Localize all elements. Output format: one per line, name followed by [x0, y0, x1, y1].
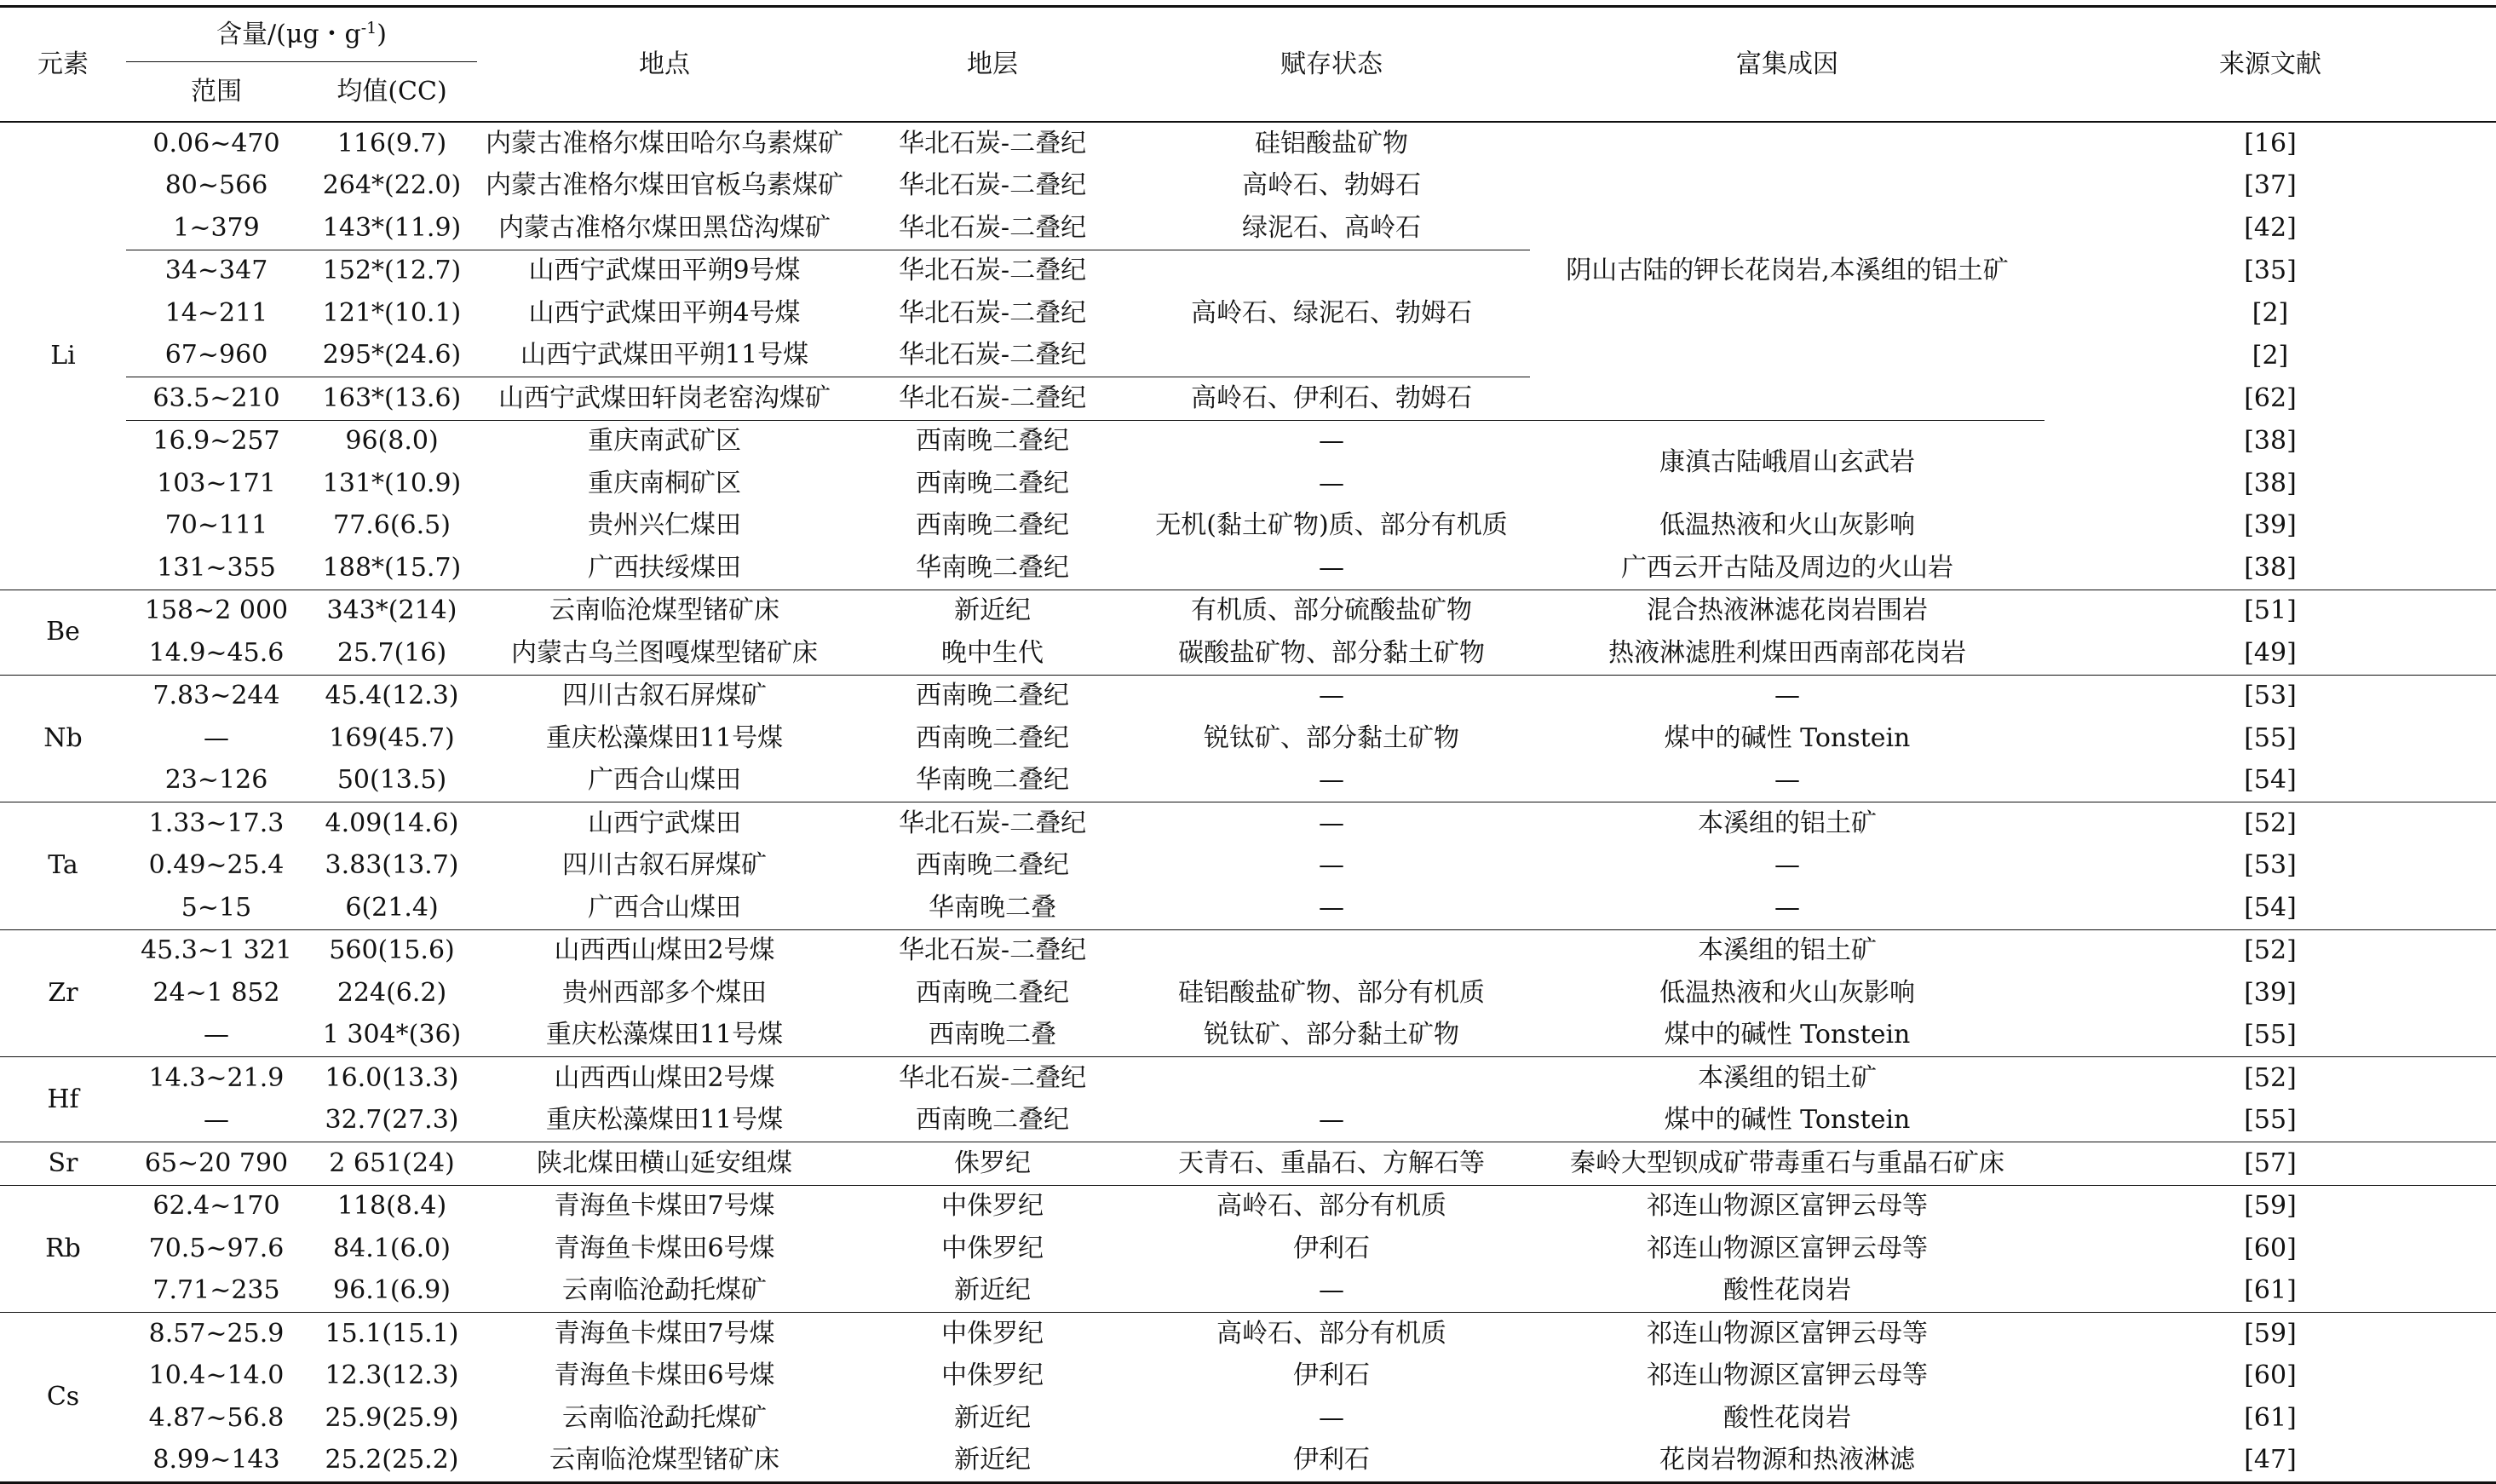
reference-cell: [38] [2045, 547, 2496, 590]
occurrence-cell: 高岭石、部分有机质 [1216, 1318, 1447, 1349]
range-cell: — [126, 1100, 307, 1142]
range-cell: 65~20 790 [126, 1142, 307, 1186]
mean-cell: 1 304*(36) [307, 1015, 477, 1057]
cause-cell: 热液淋滤胜利煤田西南部花岗岩 [1530, 632, 2045, 675]
stratum-cell: 华北石炭-二叠纪 [898, 256, 1087, 286]
range-cell: — [204, 722, 229, 753]
stratum-cell: 西南晚二叠纪 [916, 850, 1070, 881]
stratum-cell: 华南晚二叠纪 [852, 547, 1133, 590]
occurrence-cell: 无机(黏土矿物)质、部分有机质 [1155, 510, 1508, 541]
mean-cell: 25.9(25.9) [325, 1402, 459, 1433]
cause-cell: 祁连山物源区富钾云母等 [1647, 1318, 1929, 1349]
cause-cell: — [1530, 760, 2045, 802]
location-cell: 山西宁武煤田平朔11号煤 [477, 335, 852, 377]
stratum-cell: 华北石炭-二叠纪 [852, 207, 1133, 250]
location-cell: 四川古叙石屏煤矿 [562, 681, 768, 711]
element-cell: Cs [0, 1313, 126, 1483]
element-enrichment-table [0, 5, 2496, 1484]
element-cell: Zr [0, 929, 126, 1057]
header-content-label: 含量/(μg・g [216, 20, 361, 49]
mean-cell: 84.1(6.0) [333, 1233, 451, 1263]
mean-cell: 4.09(14.6) [325, 808, 459, 838]
location-cell: 广西合山煤田 [477, 887, 852, 929]
mean-cell: 295*(24.6) [307, 335, 477, 377]
mean-cell: 118(8.4) [336, 1191, 447, 1222]
stratum-cell: 西南晚二叠纪 [916, 510, 1070, 541]
reference-cell: [62] [2244, 383, 2297, 413]
reference-cell: [37] [2244, 170, 2297, 201]
range-cell: 62.4~170 [152, 1191, 280, 1222]
cause-cell: 祁连山物源区富钾云母等 [1647, 1360, 1929, 1391]
reference-cell: [55] [2045, 1015, 2496, 1057]
element-cell: Nb [0, 675, 126, 802]
mean-cell: 264*(22.0) [322, 170, 462, 201]
element-cell: Li [0, 122, 126, 590]
location-cell: 内蒙古乌兰图嘎煤型锗矿床 [477, 632, 852, 675]
mean-cell: 96.1(6.9) [307, 1270, 477, 1313]
mean-cell: 169(45.7) [329, 722, 455, 753]
range-cell: 45.3~1 321 [141, 935, 292, 966]
stratum-cell: 晚中生代 [852, 632, 1133, 675]
location-cell: 重庆南武矿区 [588, 426, 742, 457]
reference-cell: [54] [2045, 760, 2496, 802]
mean-cell: 560(15.6) [329, 935, 455, 966]
occurrence-cell: 锐钛矿、部分黏土矿物 [1133, 1015, 1530, 1057]
range-cell: 8.57~25.9 [148, 1318, 285, 1349]
stratum-cell: 侏罗纪 [852, 1142, 1133, 1186]
reference-cell: [55] [2244, 722, 2297, 753]
range-cell: 10.4~14.0 [148, 1360, 285, 1391]
location-cell: 山西宁武煤田平朔4号煤 [528, 297, 801, 328]
occurrence-cell: — [1319, 468, 1345, 498]
range-cell: 63.5~210 [126, 377, 307, 421]
cause-cell: — [1530, 887, 2045, 929]
occurrence-cell [1133, 1057, 1530, 1100]
range-cell: 5~15 [126, 887, 307, 929]
occurrence-cell: 有机质、部分硫酸盐矿物 [1191, 595, 1473, 626]
range-cell: 0.06~470 [152, 128, 280, 158]
location-cell: 云南临沧勐托煤矿 [562, 1402, 768, 1433]
occurrence-cell: 伊利石 [1133, 1440, 1530, 1483]
stratum-cell: 西南晚二叠纪 [916, 426, 1070, 457]
reference-cell: [57] [2045, 1142, 2496, 1186]
header-reference: 来源文献 [2045, 7, 2496, 123]
reference-cell: [52] [2244, 1062, 2297, 1093]
range-cell: 70.5~97.6 [148, 1233, 285, 1263]
header-content-close: ) [377, 20, 387, 49]
cause-cell: 煤中的碱性 Tonstein [1530, 1015, 2045, 1057]
reference-cell: [59] [2244, 1318, 2297, 1349]
reference-cell: [49] [2045, 632, 2496, 675]
stratum-cell: 新近纪 [852, 1440, 1133, 1483]
range-cell: 16.9~257 [152, 426, 280, 457]
location-cell: 山西宁武煤田平朔9号煤 [528, 256, 801, 286]
cause-cell: 低温热液和火山灰影响 [1659, 977, 1916, 1008]
mean-cell: 188*(15.7) [307, 547, 477, 590]
range-cell: 8.99~143 [126, 1440, 307, 1483]
reference-cell: [52] [2244, 808, 2297, 838]
location-cell: 重庆松藻煤田11号煤 [545, 722, 784, 753]
cause-cell: 祁连山物源区富钾云母等 [1647, 1233, 1929, 1263]
cause-cell: 混合热液淋滤花岗岩围岩 [1647, 595, 1929, 626]
location-cell: 重庆南桐矿区 [588, 468, 742, 498]
occurrence-cell: — [1133, 887, 1530, 929]
occurrence-cell: — [1319, 1402, 1345, 1433]
reference-cell: [54] [2045, 887, 2496, 929]
range-cell: 70~111 [164, 510, 268, 541]
stratum-cell: 中侏罗纪 [941, 1318, 1044, 1349]
range-cell: 103~171 [157, 468, 276, 498]
range-cell: 14.3~21.9 [148, 1062, 285, 1093]
cause-cell: 本溪组的铝土矿 [1698, 935, 1878, 966]
mean-cell: 50(13.5) [307, 760, 477, 802]
mean-cell: 2 651(24) [307, 1142, 477, 1186]
mean-cell: 3.83(13.7) [325, 850, 459, 881]
occurrence-cell: — [1319, 681, 1345, 711]
range-cell: 67~960 [126, 335, 307, 377]
reference-cell: [60] [2244, 1360, 2297, 1391]
stratum-cell: 中侏罗纪 [941, 1360, 1044, 1391]
reference-cell: [53] [2244, 681, 2297, 711]
stratum-cell: 华北石炭-二叠纪 [898, 808, 1087, 838]
location-cell: 广西合山煤田 [477, 760, 852, 802]
location-cell: 陕北煤田横山延安组煤 [477, 1142, 852, 1186]
cause-cell: 本溪组的铝土矿 [1698, 1062, 1878, 1093]
stratum-cell: 华南晚二叠纪 [852, 760, 1133, 802]
range-cell: 7.71~235 [126, 1270, 307, 1313]
stratum-cell: 中侏罗纪 [941, 1233, 1044, 1263]
reference-cell: [39] [2244, 977, 2297, 1008]
occurrence-cell: — [1133, 1270, 1530, 1313]
occurrence-cell: 天青石、重晶石、方解石等 [1133, 1142, 1530, 1186]
mean-cell: 16.0(13.3) [325, 1062, 459, 1093]
location-cell: 山西西山煤田2号煤 [554, 935, 775, 966]
cause-cell: 低温热液和火山灰影响 [1659, 510, 1916, 541]
occurrence-cell: 高岭石、勃姆石 [1242, 170, 1422, 201]
mean-cell: 121*(10.1) [322, 297, 462, 328]
location-cell: 青海鱼卡煤田6号煤 [554, 1360, 775, 1391]
location-cell: 山西宁武煤田轩岗老窑沟煤矿 [477, 377, 852, 421]
element-cell: Be [0, 590, 126, 675]
reference-cell: [61] [2045, 1270, 2496, 1313]
mean-cell: 152*(12.7) [322, 256, 462, 286]
header-content-sup: -1 [360, 19, 377, 37]
mean-cell: 77.6(6.5) [333, 510, 451, 541]
location-cell: 内蒙古准格尔煤田官板乌素煤矿 [486, 170, 844, 201]
range-cell: 158~2 000 [144, 595, 289, 626]
stratum-cell: 华北石炭-二叠纪 [898, 128, 1087, 158]
occurrence-cell: — [1133, 760, 1530, 802]
stratum-cell: 中侏罗纪 [941, 1191, 1044, 1222]
cause-cell: 酸性花岗岩 [1530, 1270, 2045, 1313]
occurrence-cell: 高岭石、伊利石、勃姆石 [1133, 377, 1530, 421]
cause-cell: 秦岭大型钡成矿带毒重石与重晶石矿床 [1530, 1142, 2045, 1186]
mean-cell: 131*(10.9) [322, 468, 462, 498]
range-cell: 1~379 [126, 207, 307, 250]
location-cell: 贵州兴仁煤田 [588, 510, 742, 541]
mean-cell: 343*(214) [326, 595, 457, 626]
reference-cell: [60] [2244, 1233, 2297, 1263]
range-cell: 34~347 [164, 256, 268, 286]
element-cell: Rb [0, 1185, 126, 1313]
stratum-cell: 华北石炭-二叠纪 [852, 335, 1133, 377]
element-cell: Ta [0, 802, 126, 930]
occurrence-cell: — [1319, 426, 1345, 457]
reference-cell: [42] [2244, 213, 2297, 243]
range-cell: 1.33~17.3 [148, 808, 285, 838]
stratum-cell: 西南晚二叠纪 [852, 1100, 1133, 1142]
location-cell: 云南临沧勐托煤矿 [477, 1270, 852, 1313]
stratum-cell: 华北石炭-二叠纪 [898, 1062, 1087, 1093]
occurrence-cell: 伊利石 [1293, 1233, 1371, 1263]
stratum-cell: 西南晚二叠纪 [916, 977, 1070, 1008]
location-cell: 青海鱼卡煤田6号煤 [554, 1233, 775, 1263]
stratum-cell: 新近纪 [852, 1270, 1133, 1313]
occurrence-cell: 碳酸盐矿物、部分黏土矿物 [1133, 632, 1530, 675]
range-cell: 7.83~244 [152, 681, 280, 711]
header-element: 元素 [0, 7, 126, 123]
cause-cell: 煤中的碱性 Tonstein [1530, 1100, 2045, 1142]
mean-cell: 6(21.4) [307, 887, 477, 929]
mean-cell: 116(9.7) [336, 128, 447, 158]
mean-cell: 45.4(12.3) [325, 681, 459, 711]
header-range: 范围 [126, 62, 307, 123]
element-cell: Sr [0, 1142, 126, 1186]
occurrence-cell: 硅铝酸盐矿物、部分有机质 [1178, 977, 1486, 1008]
reference-cell: [51] [2244, 595, 2297, 626]
header-mean: 均值(CC) [307, 62, 477, 123]
header-cause: 富集成因 [1530, 7, 2045, 123]
stratum-cell: 新近纪 [954, 595, 1032, 626]
occurrence-cell [1133, 929, 1530, 972]
mean-cell: 25.2(25.2) [307, 1440, 477, 1483]
occurrence-cell: 伊利石 [1293, 1360, 1371, 1391]
occurrence-cell: — [1319, 808, 1345, 838]
range-cell: 14~211 [164, 297, 268, 328]
mean-cell: 163*(13.6) [307, 377, 477, 421]
mean-cell: 143*(11.9) [307, 207, 477, 250]
range-cell: 14.9~45.6 [126, 632, 307, 675]
reference-cell: [55] [2045, 1100, 2496, 1142]
stratum-cell: 华北石炭-二叠纪 [898, 935, 1087, 966]
stratum-cell: 西南晚二叠 [852, 1015, 1133, 1057]
reference-cell: [38] [2244, 468, 2297, 498]
reference-cell: [38] [2244, 426, 2297, 456]
reference-cell: [39] [2244, 510, 2297, 541]
stratum-cell: 华北石炭-二叠纪 [852, 377, 1133, 421]
location-cell: 内蒙古准格尔煤田哈尔乌素煤矿 [486, 128, 844, 158]
cause-cell: 酸性花岗岩 [1723, 1402, 1852, 1433]
occurrence-cell: — [1319, 850, 1345, 881]
reference-cell: [61] [2244, 1402, 2297, 1433]
location-cell: 青海鱼卡煤田7号煤 [554, 1191, 775, 1222]
stratum-cell: 华北石炭-二叠纪 [898, 170, 1087, 201]
reference-cell: [52] [2244, 935, 2297, 966]
cause-cell: 祁连山物源区富钾云母等 [1647, 1191, 1929, 1222]
header-location: 地点 [477, 7, 852, 123]
location-cell: 四川古叙石屏煤矿 [562, 850, 768, 881]
occurrence-cell: — [1133, 1100, 1530, 1142]
stratum-cell: 西南晚二叠纪 [916, 681, 1070, 711]
range-cell: 24~1 852 [152, 977, 280, 1008]
reference-cell: [2] [2252, 297, 2289, 328]
location-cell: 内蒙古准格尔煤田黑岱沟煤矿 [477, 207, 852, 250]
range-cell: 0.49~25.4 [148, 850, 285, 881]
mean-cell: 12.3(12.3) [325, 1360, 459, 1391]
cause-cell: 本溪组的铝土矿 [1698, 808, 1878, 838]
stratum-cell: 新近纪 [954, 1402, 1032, 1433]
header-content [126, 7, 477, 62]
mean-cell: 224(6.2) [336, 977, 447, 1008]
mean-cell: 96(8.0) [345, 426, 439, 457]
range-cell: 4.87~56.8 [148, 1402, 285, 1433]
cause-cell: 广西云开古陆及周边的火山岩 [1530, 547, 2045, 590]
reference-cell: [16] [2244, 128, 2297, 158]
range-cell: 131~355 [126, 547, 307, 590]
location-cell: 云南临沧煤型锗矿床 [477, 1440, 852, 1483]
cause-cell: 阴山古陆的钾长花岗岩,本溪组的铝土矿 [1530, 122, 2045, 420]
stratum-cell: 华南晚二叠 [852, 887, 1133, 929]
location-cell: 广西扶绥煤田 [477, 547, 852, 590]
occurrence-cell: 锐钛矿、部分黏土矿物 [1204, 722, 1460, 753]
occurrence-cell: — [1133, 547, 1530, 590]
mean-cell: 25.7(16) [307, 632, 477, 675]
occurrence-cell: 绿泥石、高岭石 [1133, 207, 1530, 250]
stratum-cell: 西南晚二叠纪 [916, 468, 1070, 498]
range-cell: 80~566 [164, 170, 268, 201]
stratum-cell: 西南晚二叠纪 [916, 722, 1070, 753]
location-cell: 云南临沧煤型锗矿床 [549, 595, 780, 626]
location-cell: 山西宁武煤田 [588, 808, 742, 838]
header-stratum: 地层 [852, 7, 1133, 123]
reference-cell: [2] [2252, 340, 2289, 371]
location-cell: 青海鱼卡煤田7号煤 [554, 1318, 775, 1349]
reference-cell: [53] [2244, 850, 2297, 881]
location-cell: 重庆松藻煤田11号煤 [477, 1015, 852, 1057]
cause-cell: — [1774, 850, 1801, 881]
occurrence-cell: 高岭石、绿泥石、勃姆石 [1133, 250, 1530, 377]
occurrence-cell: 高岭石、部分有机质 [1216, 1191, 1447, 1222]
range-cell: — [126, 1015, 307, 1057]
cause-cell: 煤中的碱性 Tonstein [1664, 722, 1911, 753]
mean-cell: 32.7(27.3) [307, 1100, 477, 1142]
stratum-cell: 华北石炭-二叠纪 [898, 297, 1087, 328]
cause-cell: 康滇古陆峨眉山玄武岩 [1659, 447, 1916, 477]
mean-cell: 15.1(15.1) [325, 1318, 459, 1349]
reference-cell: [35] [2244, 256, 2297, 285]
location-cell: 贵州西部多个煤田 [562, 977, 768, 1008]
data-table-container [0, 5, 2496, 1484]
cause-cell: 花岗岩物源和热液淋滤 [1530, 1440, 2045, 1483]
reference-cell: [47] [2045, 1440, 2496, 1483]
range-cell: 23~126 [126, 760, 307, 802]
element-cell: Hf [0, 1057, 126, 1142]
header-occurrence: 赋存状态 [1133, 7, 1530, 123]
occurrence-cell: 硅铝酸盐矿物 [1255, 128, 1409, 158]
location-cell: 山西西山煤田2号煤 [554, 1062, 775, 1093]
location-cell: 重庆松藻煤田11号煤 [477, 1100, 852, 1142]
cause-cell: — [1774, 681, 1801, 711]
reference-cell: [59] [2244, 1191, 2297, 1222]
